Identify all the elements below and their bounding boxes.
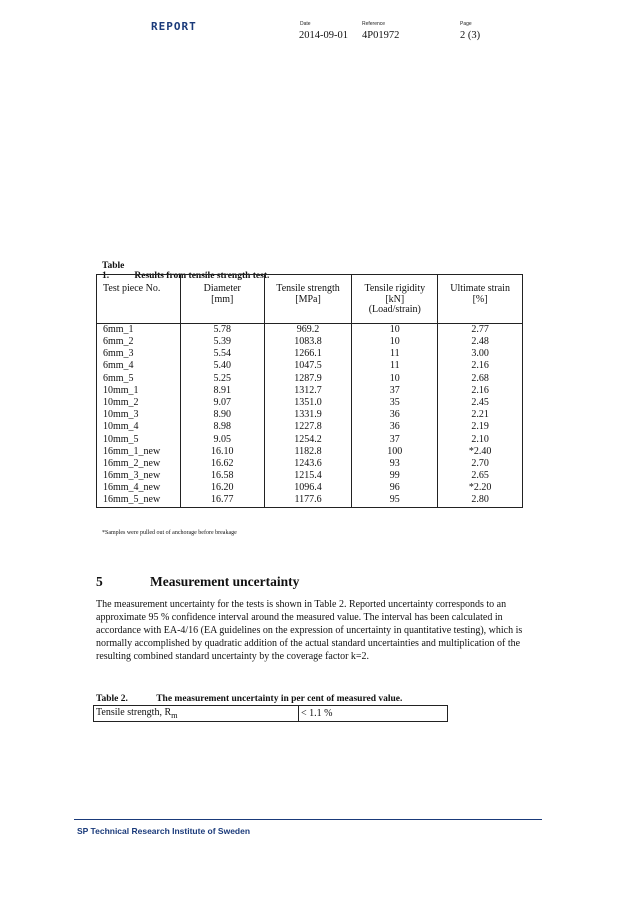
header-line: (Load/strain) [368,304,421,315]
section-number: 5 [96,574,103,589]
table-row [97,434,523,446]
cell-tensile-rigidity: 93 [352,458,438,470]
section-paragraph: The measurement uncertainty for the tests is shown in Table 2. Reported uncertainty corresponds to an approximate 95 % confidence interval around the measured value. The interval has been calculated in accordance with EA-4/16 (EA guidelines on the expression of uncertainty in quantitative testing), which is normally accomplished by quadratic addition of the actual standard uncertainties and multiplication of the resulting combined standard uncertainty by the coverage factor k=2. [96,599,523,662]
cell-ultimate-strain: 2.19 [438,422,523,434]
header-line: Tensile rigidity [364,283,426,294]
cell-diameter: 8.91 [180,385,264,397]
page-caption: Page [460,21,472,27]
date-caption: Date [300,21,311,27]
cell-ultimate-strain: 2.65 [438,470,523,482]
cell-test-piece: 16mm_5_new [97,495,181,508]
table-row [97,361,523,373]
table-row [97,495,523,508]
header-line: Tensile strength [276,283,340,294]
cell-ultimate-strain: 2.16 [438,361,523,373]
cell-test-piece: 10mm_5 [97,434,181,446]
cell-diameter: 16.10 [180,446,264,458]
cell-tensile-strength: 1096.4 [264,482,352,494]
cell-tensile-strength: 1177.6 [264,495,352,508]
cell-ultimate-strain: 3.00 [438,348,523,360]
cell-test-piece: 10mm_2 [97,397,181,409]
cell-tensile-strength: 1254.2 [264,434,352,446]
table-row [97,385,523,397]
col-header-diameter [180,275,264,324]
cell-diameter: 16.20 [180,482,264,494]
reference-value: 4P01972 [362,30,400,41]
uncertainty-table [93,705,448,722]
cell-diameter: 5.39 [180,336,264,348]
header-line: Diameter [203,283,241,294]
cell-test-piece: 6mm_1 [97,324,181,337]
cell-tensile-strength: 1312.7 [264,385,352,397]
cell-diameter: 5.25 [180,373,264,385]
table2-caption [96,694,402,704]
col-header-tensile-rigidity [352,275,438,324]
cell-tensile-strength: 1215.4 [264,470,352,482]
cell-tensile-strength: 969.2 [264,324,352,337]
cell-test-piece: 16mm_4_new [97,482,181,494]
table1-footnote: *Samples were pulled out of anchorage before breakage [102,530,237,536]
date-value: 2014-09-01 [299,30,348,41]
cell-diameter: 5.40 [180,361,264,373]
table2-number: Table 2. [96,694,128,704]
header-line: Test piece No. [103,283,161,294]
cell-diameter: 9.07 [180,397,264,409]
report-label: REPORT [151,20,197,33]
cell-ultimate-strain: 2.77 [438,324,523,337]
cell-tensile-strength: 1243.6 [264,458,352,470]
cell-tensile-rigidity: 10 [352,373,438,385]
cell-diameter: 8.90 [180,409,264,421]
cell-tensile-rigidity: 96 [352,482,438,494]
table-row [97,422,523,434]
cell-tensile-rigidity: 37 [352,434,438,446]
cell-tensile-strength: 1351.0 [264,397,352,409]
cell-test-piece: 16mm_2_new [97,458,181,470]
results-table [96,274,523,508]
cell-test-piece: 10mm_1 [97,385,181,397]
cell-tensile-rigidity: 11 [352,361,438,373]
header-line: [%] [472,293,488,305]
cell-test-piece: 6mm_4 [97,361,181,373]
cell-tensile-rigidity: 10 [352,324,438,337]
cell-tensile-strength: 1083.8 [264,336,352,348]
table1-number: Table 1. [102,261,125,281]
cell-ultimate-strain: 2.45 [438,397,523,409]
section-title: Measurement uncertainty [150,574,300,589]
cell-diameter: 16.62 [180,458,264,470]
cell-tensile-rigidity: 95 [352,495,438,508]
uncertainty-label-subscript: m [171,711,178,720]
cell-tensile-strength: 1227.8 [264,422,352,434]
header-line: [MPa] [295,293,321,305]
cell-tensile-strength: 1266.1 [264,348,352,360]
table-row [97,482,523,494]
cell-ultimate-strain: 2.48 [438,336,523,348]
table-row [97,336,523,348]
cell-tensile-rigidity: 10 [352,336,438,348]
header-line: [kN] [385,293,405,305]
cell-diameter: 5.54 [180,348,264,360]
cell-test-piece: 6mm_2 [97,336,181,348]
cell-ultimate-strain: 2.10 [438,434,523,446]
cell-ultimate-strain: *2.20 [438,482,523,494]
table-row [97,373,523,385]
uncertainty-label: Tensile strength, R [96,707,172,718]
cell-ultimate-strain: 2.80 [438,495,523,508]
table2-title: The measurement uncertainty in per cent of measured value. [156,694,403,704]
cell-ultimate-strain: 2.68 [438,373,523,385]
cell-tensile-rigidity: 37 [352,385,438,397]
header-line: Ultimate strain [450,283,510,294]
page-number: 2 (3) [460,30,481,41]
cell-tensile-strength: 1331.9 [264,409,352,421]
cell-tensile-rigidity: 35 [352,397,438,409]
cell-tensile-rigidity: 99 [352,470,438,482]
cell-diameter: 16.77 [180,495,264,508]
table-row [97,409,523,421]
cell-diameter: 8.98 [180,422,264,434]
table-row [97,470,523,482]
table-row [97,348,523,360]
cell-tensile-rigidity: 11 [352,348,438,360]
cell-diameter: 9.05 [180,434,264,446]
footer-organization: SP Technical Research Institute of Sweden [77,826,251,836]
cell-tensile-rigidity: 36 [352,422,438,434]
footer-divider [74,819,542,820]
table-row [97,458,523,470]
cell-tensile-rigidity: 100 [352,446,438,458]
cell-test-piece: 10mm_4 [97,422,181,434]
table-row [97,446,523,458]
col-header-test-piece [97,275,181,324]
cell-test-piece: 6mm_3 [97,348,181,360]
col-header-ultimate-strain [438,275,523,324]
cell-tensile-strength: 1287.9 [264,373,352,385]
cell-tensile-strength: 1182.8 [264,446,352,458]
cell-ultimate-strain: 2.21 [438,409,523,421]
cell-ultimate-strain: 2.16 [438,385,523,397]
cell-tensile-rigidity: 36 [352,409,438,421]
cell-test-piece: 16mm_1_new [97,446,181,458]
table-row [94,706,448,722]
reference-caption: Reference [362,21,386,27]
table-row [97,324,523,337]
header-line: [mm] [211,293,234,305]
cell-test-piece: 6mm_5 [97,373,181,385]
cell-diameter: 16.58 [180,470,264,482]
uncertainty-label-cell [94,706,299,722]
cell-tensile-strength: 1047.5 [264,361,352,373]
cell-diameter: 5.78 [180,324,264,337]
table-row [97,397,523,409]
cell-ultimate-strain: *2.40 [438,446,523,458]
uncertainty-value: < 1.1 % [299,706,448,722]
cell-ultimate-strain: 2.70 [438,458,523,470]
col-header-tensile-strength [264,275,352,324]
cell-test-piece: 16mm_3_new [97,470,181,482]
table1-title: Results from tensile strength test. [134,271,270,281]
table1-header-row [97,275,523,324]
cell-test-piece: 10mm_3 [97,409,181,421]
